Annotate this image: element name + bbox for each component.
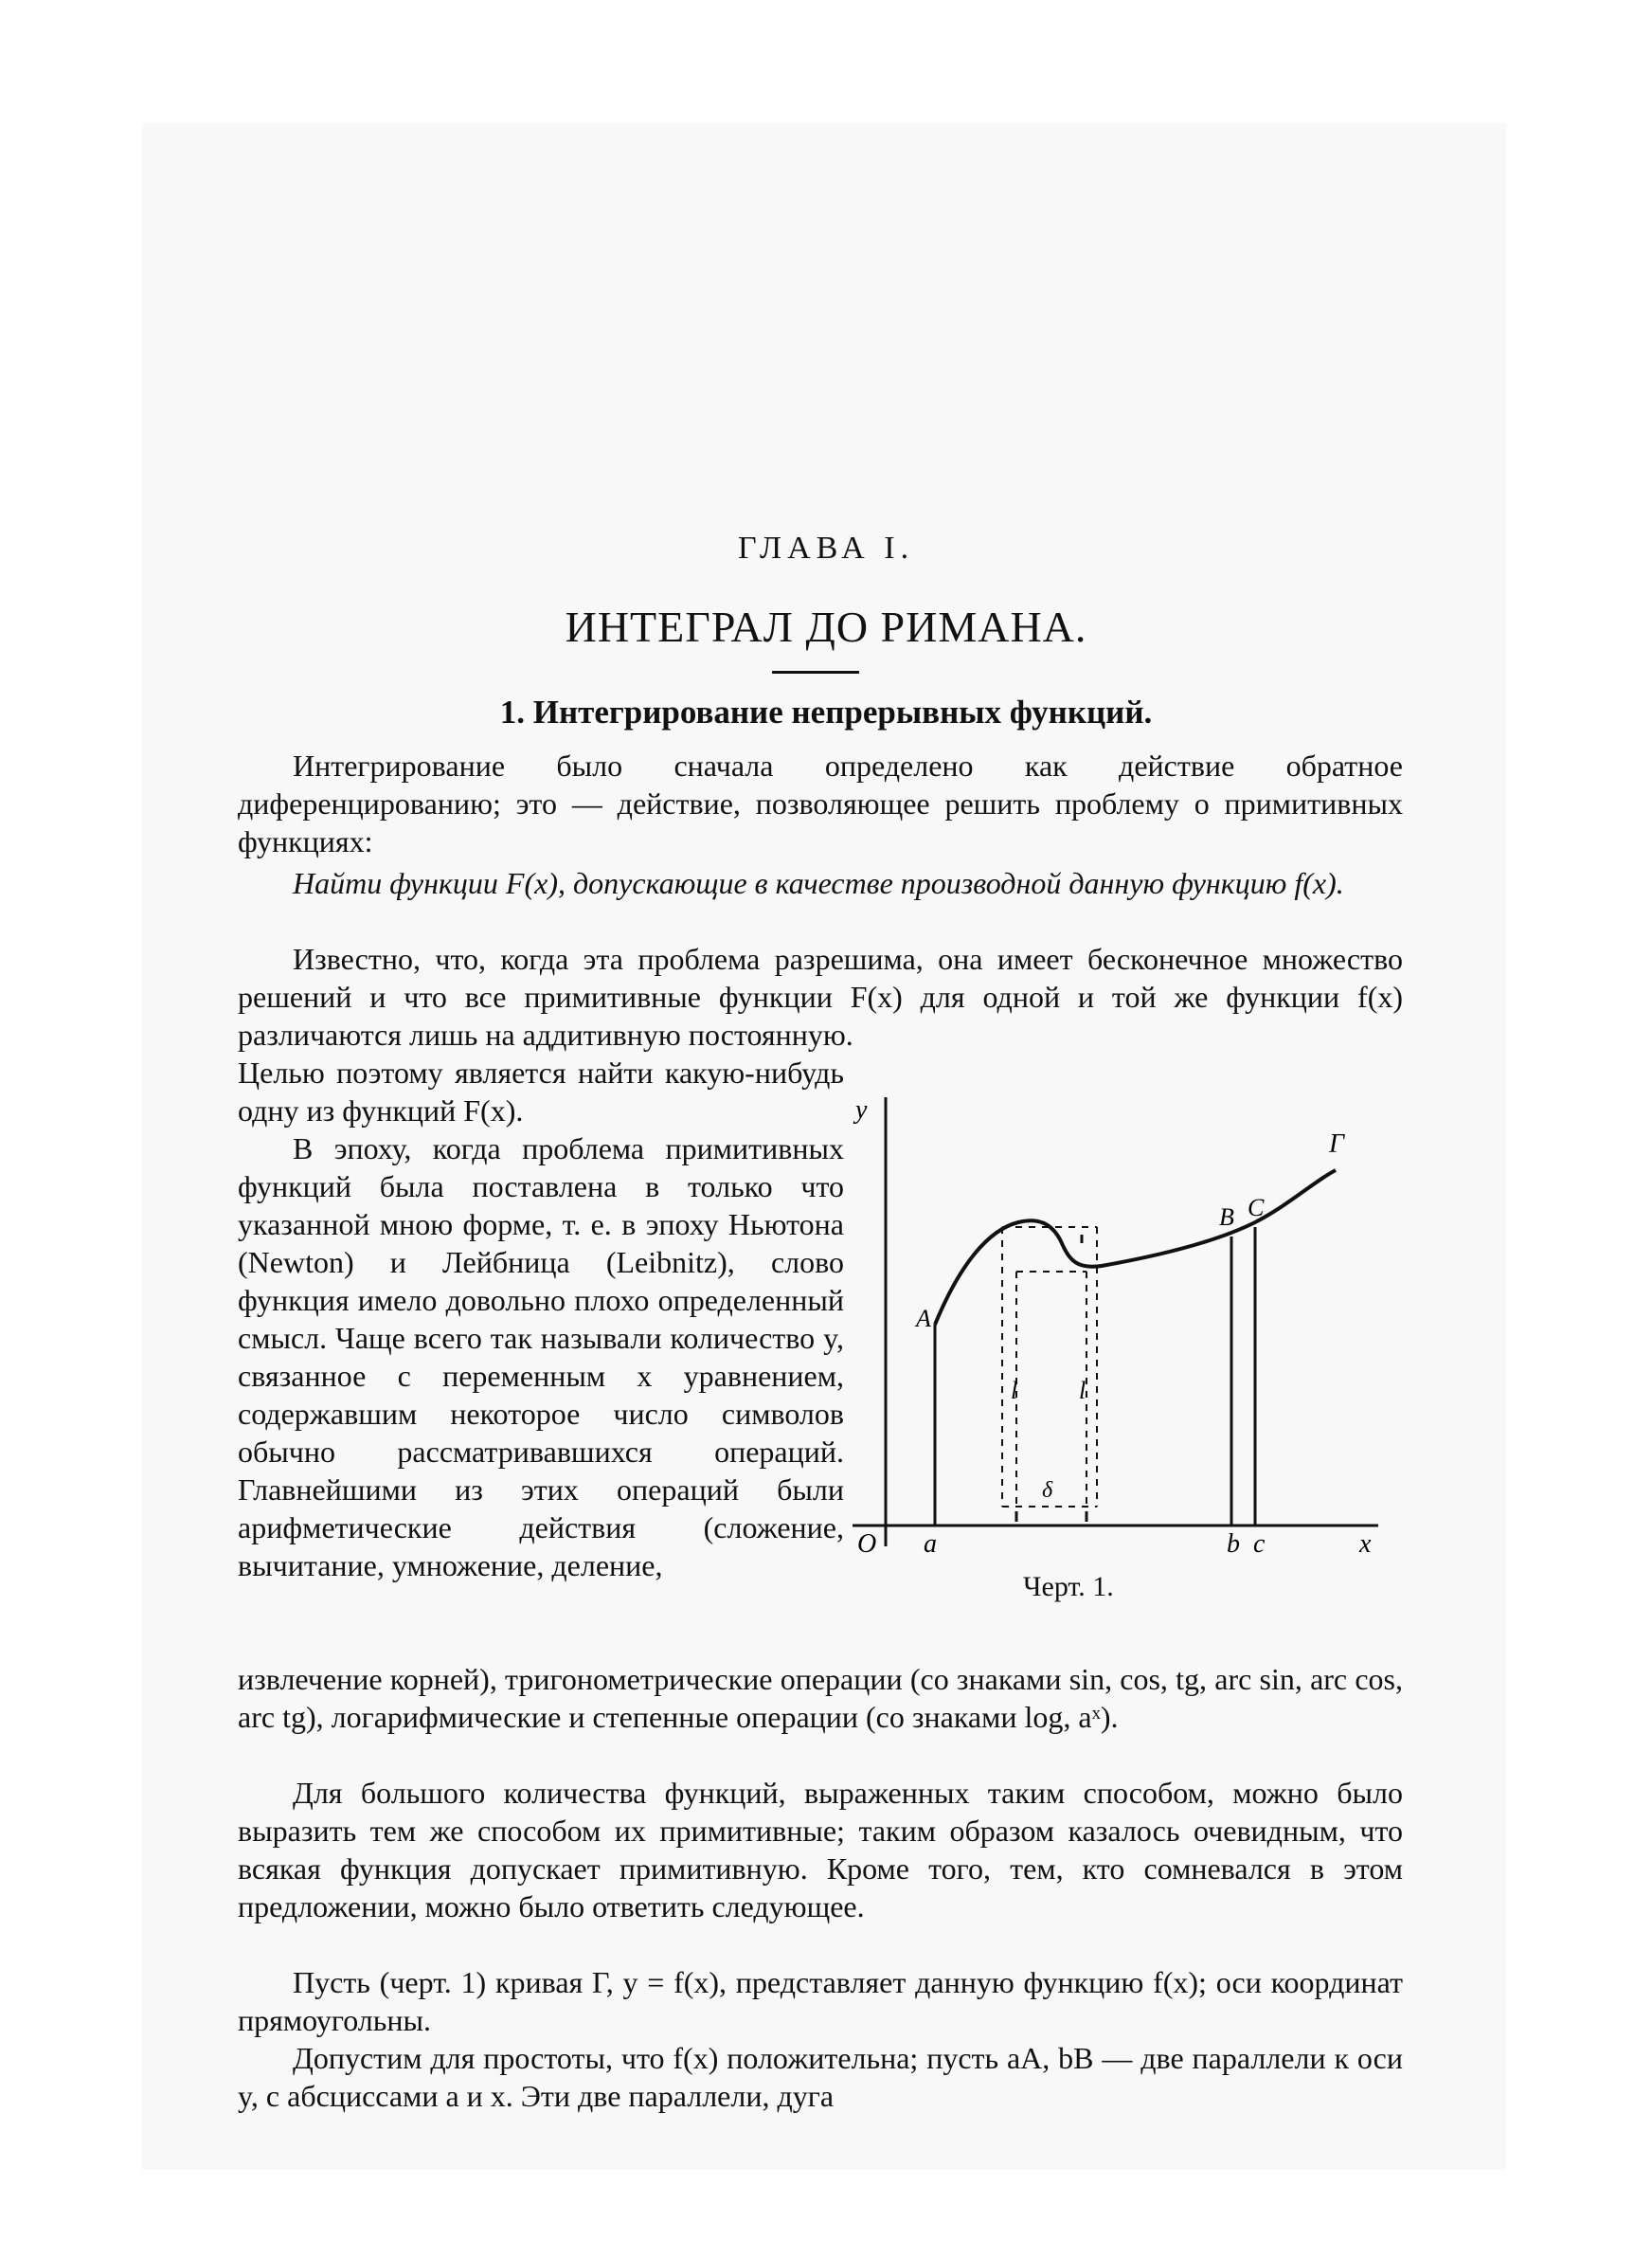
chapter-title: ИНТЕГРАЛ ДО РИМАНА. bbox=[565, 603, 1087, 651]
label-origin: O bbox=[857, 1529, 877, 1559]
paragraph-2-italic bbox=[238, 864, 1403, 902]
paragraph-2-text: Найти функции F(x), допускающие в качестве производной данную функцию f(x). bbox=[293, 866, 1344, 900]
label-C: C bbox=[1248, 1194, 1265, 1221]
label-x-axis: x bbox=[1359, 1529, 1372, 1559]
figure-caption: Черт. 1. bbox=[1023, 1571, 1114, 1602]
label-l1: l bbox=[1011, 1377, 1018, 1404]
label-A: A bbox=[916, 1305, 931, 1332]
title-rule bbox=[772, 671, 859, 674]
paragraph-6: Пусть (черт. 1) кривая Γ, y = f(x), представляет данную функцию f(x); оси координат прямоугольны. bbox=[238, 1965, 1403, 2037]
curve-gamma bbox=[935, 1170, 1336, 1325]
paragraph-3-end: Целью поэтому является найти какую-нибудь одну из функций F(x). bbox=[238, 1056, 844, 1128]
paragraph-4-end: извлечение корней), тригонометрические операции (со знаками sin, cos, tg, arc sin, arc cos, arc tg), логарифмические и степенные операции (со знаками log, aˣ). bbox=[238, 1662, 1403, 1734]
label-gamma: Γ bbox=[1329, 1129, 1344, 1159]
paragraph-7: Допустим для простоты, что f(x) положительна; пусть aA, bB — две параллели к оси y, с абсциссами a и x. Эти две параллели, дуга bbox=[238, 2041, 1403, 2113]
section-title: 1. Интегрирование непрерывных функций. bbox=[499, 694, 1153, 731]
label-b: b bbox=[1227, 1529, 1240, 1559]
dashed-rectangles bbox=[1002, 1227, 1097, 1507]
figure-1-drawing bbox=[848, 1090, 1388, 1601]
paragraph-5: Для большого количества функций, выраженных таким способом, можно было выразить тем же способом их примитивные; таким образом казалось очевидным, что всякая функция допускает примитивную. Кроме того, тем, кто сомневался в этом предложении, можно было ответить следующее. bbox=[238, 1776, 1403, 1923]
label-B: B bbox=[1219, 1203, 1234, 1231]
paragraph-4: В эпоху, когда проблема примитивных функций была поставлена в только что указанной мною форме, т. е. в эпоху Ньютона (Newton) и Лейбница (Leibnitz), слово функция имело довольно плохо определенный смысл. Чаще всего так называли количество y, связанное с переменным x уравнением, содержавшим некоторое число символов обычно рассматривавшихся операций. Главнейшими из этих операций были арифметические действия (сложение, вычитание, умножение, деление, bbox=[238, 1131, 844, 1582]
figure-1 bbox=[848, 1090, 1388, 1601]
label-y-axis: y bbox=[855, 1095, 868, 1125]
chapter-label: ГЛАВА I. bbox=[737, 531, 915, 566]
label-c: c bbox=[1253, 1529, 1266, 1559]
label-a: a bbox=[924, 1529, 937, 1559]
label-l2: l bbox=[1079, 1377, 1086, 1404]
label-delta: δ bbox=[1042, 1478, 1053, 1503]
paragraph-1: Интегрирование было сначала определено как действие обратное диференцированию; это — действие, позволяющее решить проблему о примитивных функциях: bbox=[238, 749, 1403, 858]
paragraph-3: Известно, что, когда эта проблема разрешима, она имеет бесконечное множество решений и что все примитивные функции F(x) для одной и той же функции f(x) различаются лишь на аддитивную постоянную. bbox=[238, 942, 1403, 1052]
